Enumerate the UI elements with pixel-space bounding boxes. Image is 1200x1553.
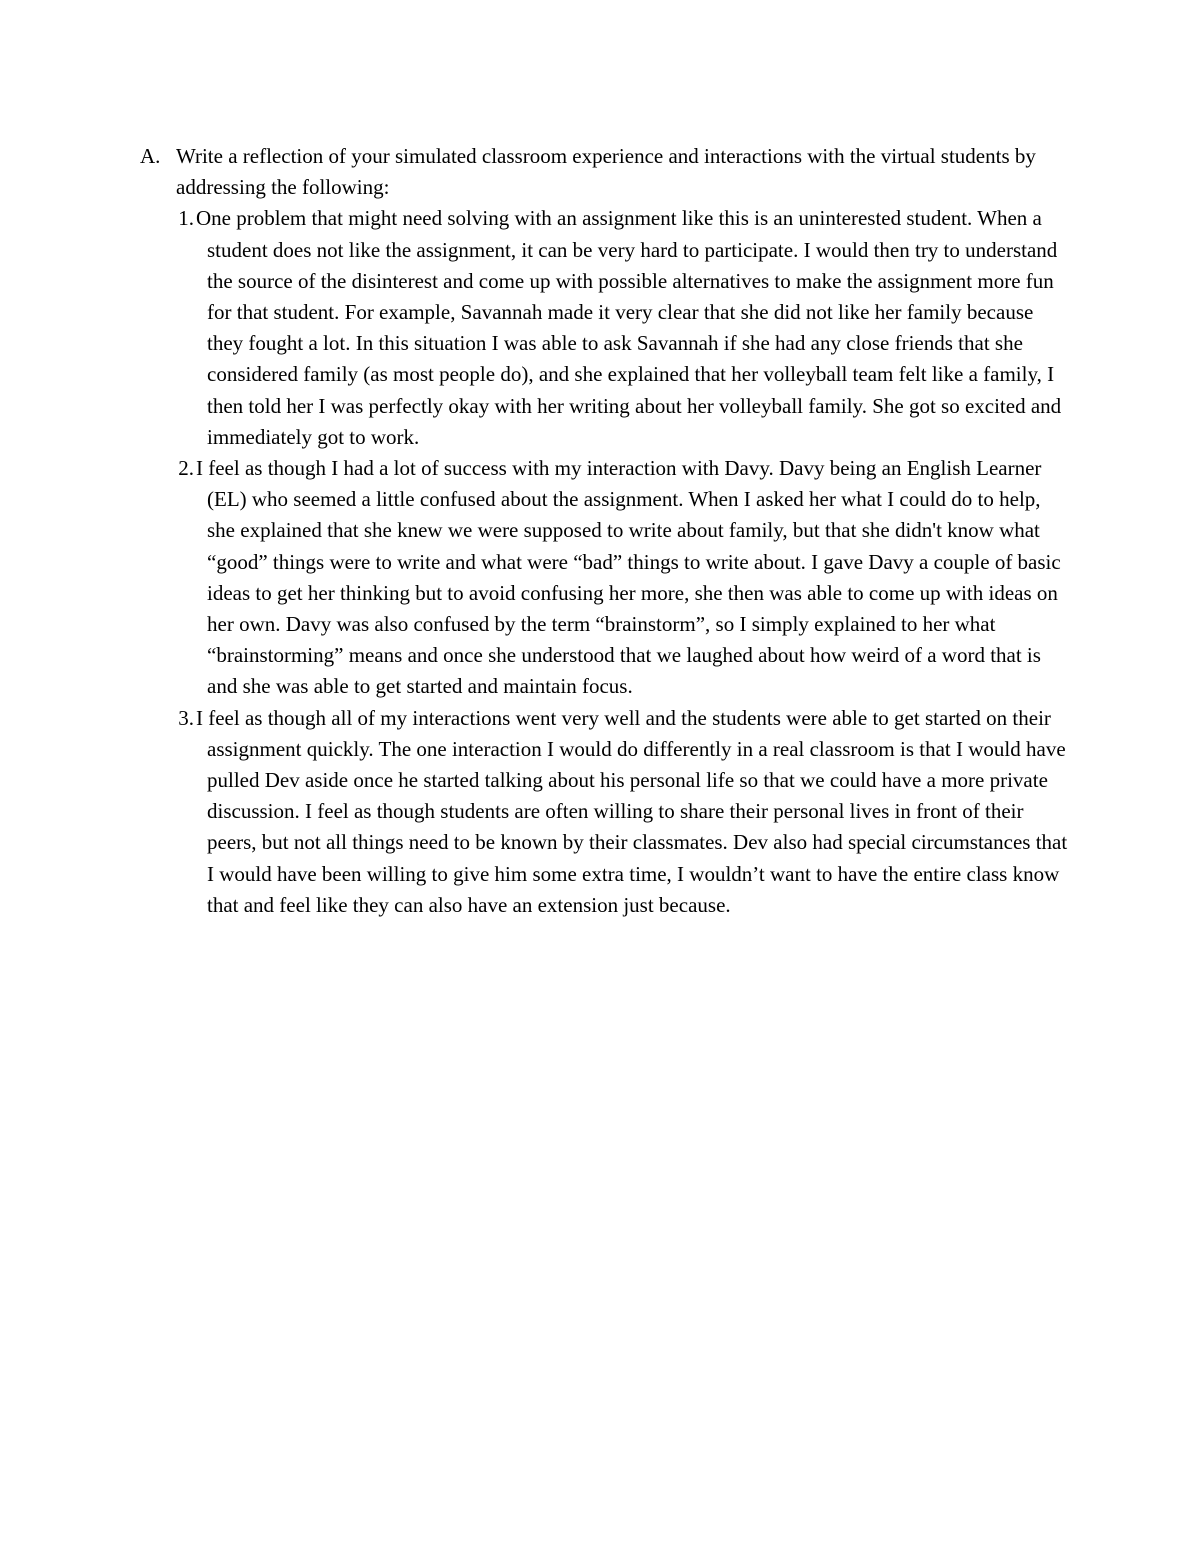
- answer-text: I feel as though I had a lot of success with my interaction with Davy. Davy being an English Learner (EL) who seemed a little confused about the assignment. When I asked her what I could do to help, she explained that she knew we were supposed to write about family, but that she didn't know what “good” things were to write and what were “bad” things to write about. I gave Davy a couple of basic ideas to get her thinking but to avoid confusing her more, she then was able to come up with ideas on her own. Davy was also confused by the term “brainstorm”, so I simply explained to her what “brainstorming” means and once she understood that we laughed about how weird of a word that is and she was able to get started and maintain focus.: [196, 456, 1061, 699]
- answer-list: [162, 203, 1070, 921]
- answer-text: I feel as though all of my interactions went very well and the students were able to get started on their assignment quickly. The one interaction I would do differently in a real classroom is that I would have pulled Dev aside once he started talking about his personal life so that we could have a more private discussion. I feel as though students are often willing to share their personal lives in front of their peers, but not all things need to be known by their classmates. Dev also had special circumstances that I would have been willing to give him some extra time, I wouldn’t want to have the entire class know that and feel like they can also have an extension just because.: [196, 705, 1068, 917]
- answer-item-2: [162, 453, 1070, 703]
- answer-text: One problem that might need solving with an assignment like this is an uninterested student. When a student does not like the assignment, it can be very hard to participate. I would then try to understand the source of the disinterest and come up with possible alternatives to make the assignment more fun for that student. For example, Savannah made it very clear that she did not like her family because they fought a lot. In this situation I was able to ask Savannah if she had any close friends that she considered family (as most people do), and she explained that her volleyball team felt like a family, I then told her I was perfectly okay with her writing about her volleyball family. She got so excited and immediately got to work.: [196, 206, 1062, 449]
- answer-number: 2.: [178, 456, 194, 481]
- outline-item-a: [140, 141, 1070, 921]
- section-marker: A.: [140, 144, 161, 168]
- answer-number: 1.: [178, 206, 194, 231]
- answer-item-3: [162, 703, 1070, 921]
- prompt-text: Write a reflection of your simulated classroom experience and interactions with the virtual students by addressing the following:: [176, 144, 1036, 200]
- answer-number: 3.: [178, 705, 194, 730]
- answer-item-1: [162, 203, 1070, 453]
